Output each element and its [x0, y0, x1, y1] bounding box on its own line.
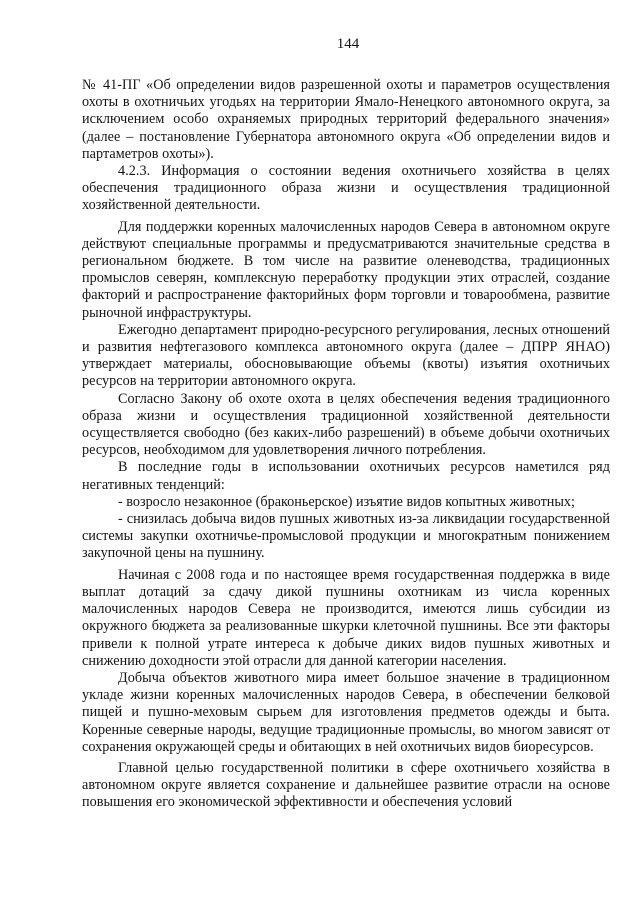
paragraph-hunting-law: Согласно Закону об охоте охота в целях обеспечения ведения традиционного образа жизни и осуществления традиционной хозяйственной деятельности осуществляется свободно (без каких-либо разрешений) в объеме добычи охотничьих ресурсов, необходимом для удовлетворения личного потребления.: [82, 390, 610, 459]
paragraph-continuation: № 41-ПГ «Об определении видов разрешенной охоты и параметров осуществления охоты в охотничьих угодьях на территории Ямало-Ненецкого автономного округа, за исключением особо охраняемых природных территорий федерального значения» (далее – постановление Губернатора автономного округа «Об определении видов и партаметров охоты»).: [82, 77, 610, 162]
paragraph-negative-trends: В последние годы в использовании охотничьих ресурсов наметился ряд негативных тенденций:: [82, 459, 610, 493]
list-item-poaching: - возросло незаконное (браконьерское) изъятие видов копытных животных;: [118, 493, 575, 510]
page-number: 144: [336, 36, 360, 52]
paragraph-subsidies: Начиная с 2008 года и по настоящее время государственная поддержка в виде выплат дотаций за сдачу дикой пушнины охотникам из числа коренных малочисленных народов Севера не производится, имеются лишь субсидии из окружного бюджета за реализованные шкурки клеточной пушнины. Все эти факторы привели к полной утрате интереса к добыче диких видов пушных животных и снижению доходности этой отрасли для данной категории населения.: [82, 566, 610, 669]
paragraph-support-programs: Для поддержки коренных малочисленных народов Севера в автономном округе действуют специальные программы и предусматриваются значительные средства в региональном бюджете. В том числе на развитие оленеводства, традиционных промыслов северян, комплексную переработку продукции этих отраслей, создание факторий и распространение факторийных форм торговли и товарообмена, развитие рыночной инфраструктуры.: [82, 218, 610, 321]
paragraph-dprr-quotas: Ежегодно департамент природно-ресурсного регулирования, лесных отношений и развития нефтегазового комплекса автономного округа (далее – ДПРР ЯНАО) утверждает материалы, обосновывающие объемы (квоты) изъятия охотничьих ресурсов на территории автономного округа.: [82, 321, 610, 390]
section-heading-4-2-3: 4.2.3. Информация о состоянии ведения охотничьего хозяйства в целях обеспечения традиционного образа жизни и осуществления традиционной хозяйственной деятельности.: [82, 163, 610, 214]
list-item-fur-decline: - снизилась добыча видов пушных животных из-за ликвидации государственной системы закупки охотничье-промысловой продукции и многократным понижением закупочной цены на пушнину.: [82, 511, 610, 562]
paragraph-state-policy: Главной целью государственной политики в сфере охотничьего хозяйства в автономном округе является сохранение и дальнейшее развитие отрасли на основе повышения его экономической эффективности и обеспечения условий: [82, 759, 610, 811]
paragraph-traditional-lifestyle: Добыча объектов животного мира имеет большое значение в традиционном укладе жизни коренных малочисленных народов Севера, в обеспечении белковой пищей и пушно-меховым сырьем для изготовления предметов одежды и быта. Коренные северные народы, ведущие традиционные промыслы, во многом зависят от сохранения окружающей среды и обитающих в ней охотничьих видов биоресурсов.: [82, 669, 610, 755]
